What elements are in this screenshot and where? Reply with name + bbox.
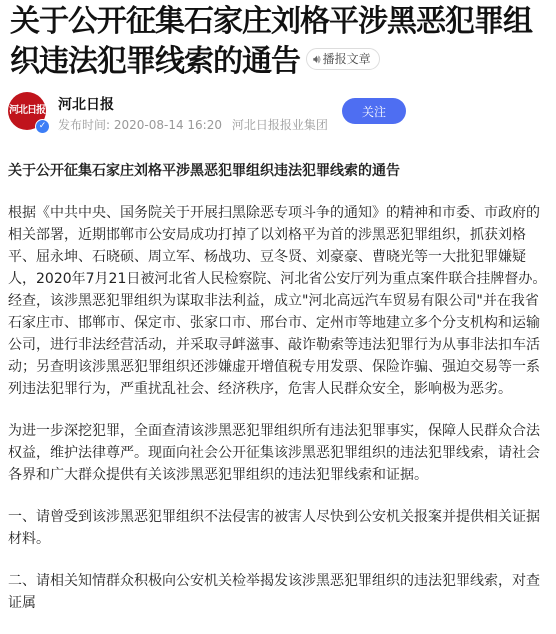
paragraph-3: 一、请曾受到该涉黑恶犯罪组织不法侵害的被害人尽快到公安机关报案并提供相关证据材料。 xyxy=(8,509,540,547)
author-row xyxy=(8,92,548,142)
broadcast-button[interactable] xyxy=(306,48,380,70)
article-title-line1: 关于公开征集石家庄刘格平涉黑恶犯罪组 xyxy=(10,4,532,39)
speaker-icon: 🔊︎ xyxy=(313,51,321,66)
body-heading: 关于公开征集石家庄刘格平涉黑恶犯罪组织违法犯罪线索的通告 xyxy=(8,163,400,179)
paragraph-1: 根据《中共中央、国务院关于开展扫黑除恶专项斗争的通知》的精神和市委、市政府的相关部署，近期邯郸市公安局成功打掉了以刘格平为首的涉黑恶犯罪组织，抓获刘格平、屈永坤、石晓硕、周立军、杨战功、豆冬贤、刘豪豪、曹晓光等一大批犯罪嫌疑人，2020年7月21日被河北省人民检察院、河北省公安厅列为重点案件联合挂牌督办。经查，该涉黑恶犯罪组织为谋取非法利益，成立"河北高远汽车贸易有限公司"并在我省石家庄市、邯郸市、保定市、张家口市、邢台市、定州市等地建立多个分支机构和运输公司，进行非法经营活动，并采取寻衅滋事、敲诈勒索等违法犯罪行为从事非法扣车活动；另查明该涉黑恶犯罪组织还涉嫌虚开增值税专用发票、保险诈骗、强迫交易等一系列违法犯罪行为，严重扰乱社会、经济秩序，危害人民群众安全，影响极为恶劣。 xyxy=(8,205,547,397)
author-name[interactable]: 河北日报 xyxy=(58,97,114,113)
broadcast-label: 播报文章 xyxy=(322,51,371,66)
paragraph-4: 二、请相关知情群众积极向公安机关检举揭发该涉黑恶犯罪组织的违法犯罪线索，对查证属 xyxy=(8,573,540,611)
publisher-org: 河北日报报业集团 xyxy=(231,118,328,132)
verified-check-icon: ✓ xyxy=(35,119,50,134)
article-meta xyxy=(58,116,334,133)
follow-button[interactable]: 关注 xyxy=(342,98,406,124)
avatar-logo-text: 河北日报 xyxy=(9,105,45,116)
paragraph-2: 为进一步深挖犯罪，全面查清该涉黑恶犯罪组织所有违法犯罪事实，保障人民群众合法权益，维护法律尊严。现面向社会公开征集该涉黑恶犯罪组织的违法犯罪线索，请社会各界和广大群众提供有关该涉黑恶犯罪组织的违法犯罪线索和证据。 xyxy=(8,423,540,483)
publish-time: 发布时间: 2020-08-14 16:20 xyxy=(58,118,222,132)
article-title-line2: 织违法犯罪线索的通告 xyxy=(10,44,300,79)
article-title xyxy=(10,2,550,82)
article-body xyxy=(8,160,550,634)
article-header xyxy=(10,2,550,82)
